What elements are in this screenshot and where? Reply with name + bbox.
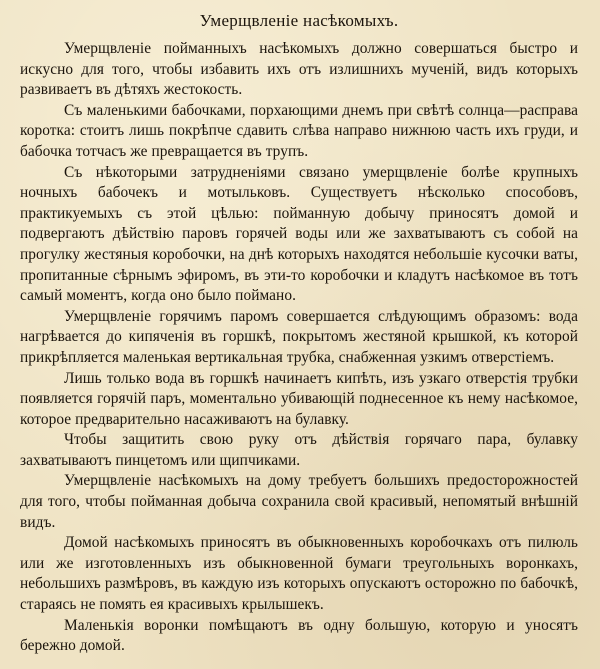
paragraph-8: Домой насѣкомыхъ приносятъ въ обыкновенныхъ коробочкахъ отъ пилюль или же изготовленныхъ изъ обыкновенной бумаги треугольныхъ воронкахъ, небольшихъ размѣровъ, въ каждую изъ которыхъ опускаютъ осторожно по бабочкѣ, стараясь не помять ея красивыхъ крылышекъ. xyxy=(20,534,578,614)
paragraph-4: Умерщвленіе горячимъ паромъ совершается слѣдующимъ образомъ: вода нагрѣвается до кипяченія въ горшкѣ, покрытомъ жестяной крышкой, къ которой прикрѣпляется маленькая вертикальная трубка, снабженная узкимъ отверстіемъ. xyxy=(20,307,578,366)
paragraph-2: Съ маленькими бабочками, порхающими днемъ при свѣтѣ солнца—расправа коротка: стоитъ лишь покрѣпче сдавить слѣва направо нижнюю часть ихъ груди, и бабочка тотчасъ же превращается въ трупъ. xyxy=(20,101,578,160)
paragraph-1: Умерщвленіе пойманныхъ насѣкомыхъ должно совершаться быстро и искусно для того, чтобы избавить ихъ отъ излишнихъ мученій, видъ которыхъ развиваетъ въ дѣтяхъ жестокость. xyxy=(20,40,578,99)
paragraph-7: Умерщвленіе насѣкомыхъ на дому требуетъ большихъ предосторожностей для того, чтобы пойманная добыча сохранила свой красивый, непомятый внѣшній видъ. xyxy=(20,472,578,531)
paragraph-6: Чтобы защитить свою руку отъ дѣйствія горячаго пара, булавку захватываютъ пинцетомъ или щипчиками. xyxy=(20,431,578,469)
paragraph-3: Съ нѣкоторыми затрудненіями связано умерщвленіе болѣе крупныхъ ночныхъ бабочекъ и мотыльковъ. Существуетъ нѣсколько способовъ, практикуемыхъ съ этой цѣлью: пойманную добычу приносятъ домой и подвергаютъ дѣйствію паровъ горячей воды или же захватываютъ съ собой на прогулку жестяныя коробочки, на днѣ которыхъ находятся небольшіе кусочки ваты, пропитанные сѣрнымъ эфиромъ, въ эти-то коробочки и кладутъ насѣкомое въ тотъ самый моментъ, когда оно было поймано. xyxy=(20,163,578,305)
paragraph-5: Лишь только вода въ горшкѣ начинаетъ кипѣть, изъ узкаго отверстія трубки появляется горячій паръ, моментально убивающій поднесенное къ нему насѣкомое, которое предварительно насаживаютъ на булавку. xyxy=(20,369,578,428)
page-title: Умерщвленіе насѣкомыхъ. xyxy=(199,11,399,30)
paragraph-9: Маленькія воронки помѣщаютъ въ одну большую, которую и уносятъ бережно домой. xyxy=(20,616,578,655)
